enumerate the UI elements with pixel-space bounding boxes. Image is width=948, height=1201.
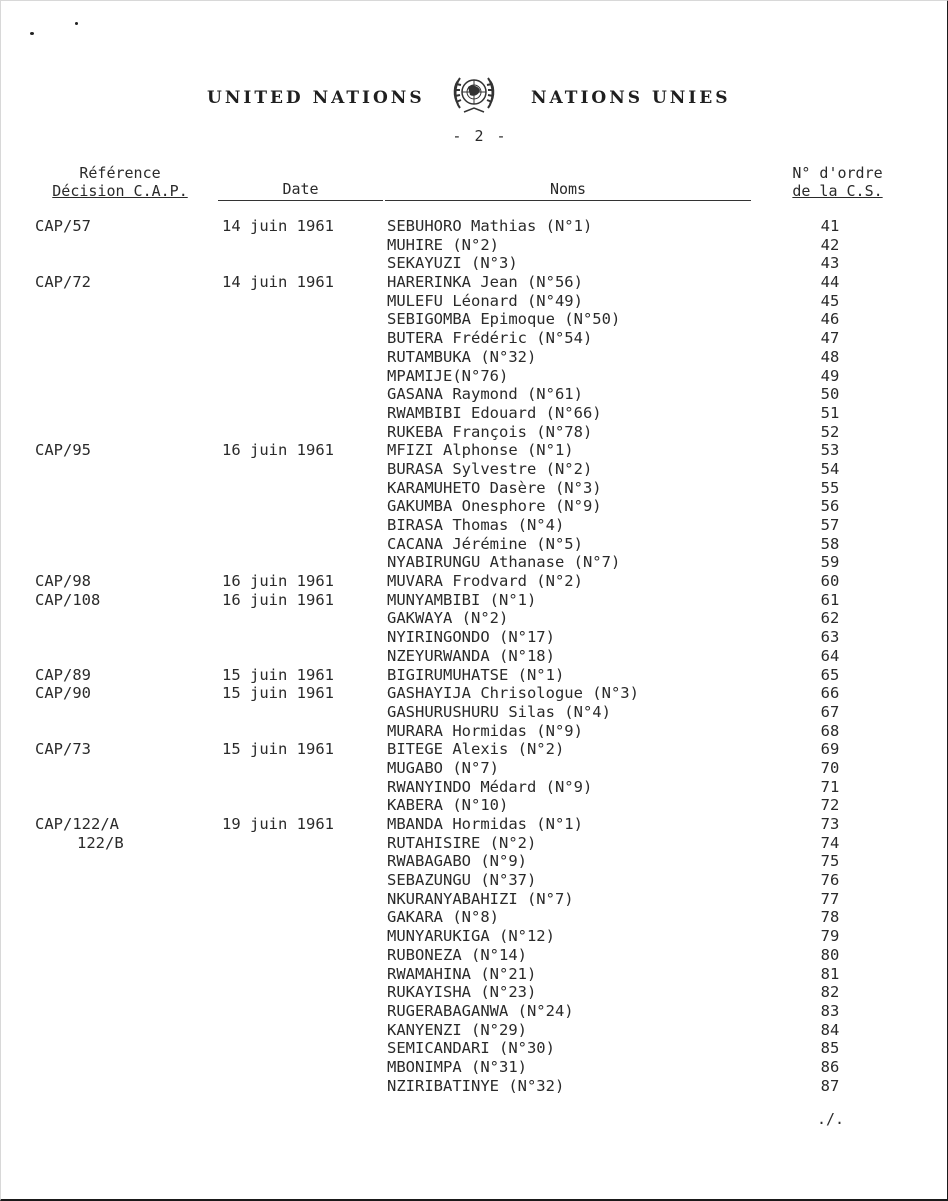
table-row [0, 348, 948, 367]
order-number-cell: 53 [820, 441, 840, 460]
date-cell: 15 juin 1961 [222, 665, 334, 684]
reference-cell: CAP/108 [35, 590, 101, 609]
table-row [0, 852, 948, 871]
table-row [0, 965, 948, 984]
header-reference [35, 164, 205, 200]
table-row [0, 516, 948, 535]
date-cell: 16 juin 1961 [222, 590, 334, 609]
name-cell: RUKEBA François (N°78) [387, 422, 593, 441]
table-row [0, 367, 948, 386]
header-reference-line2: Décision C.A.P. [52, 182, 188, 200]
un-emblem-icon [452, 70, 496, 118]
order-number-cell: 64 [820, 646, 840, 665]
table-row [0, 983, 948, 1002]
table-row [0, 441, 948, 460]
date-cell: 19 juin 1961 [222, 815, 334, 833]
name-cell: MUGABO (N°7) [387, 758, 499, 777]
table-row [0, 927, 948, 946]
table-row [0, 479, 948, 498]
name-cell: GASHURUSHURU Silas (N°4) [387, 702, 611, 721]
table-row [0, 497, 948, 516]
reference-cell: CAP/98 [35, 572, 91, 591]
order-number-cell: 55 [820, 478, 840, 497]
name-cell: NYIRINGONDO (N°17) [387, 628, 555, 647]
name-cell: BITEGE Alexis (N°2) [387, 740, 565, 759]
table-row [0, 460, 948, 479]
table-row [0, 834, 948, 853]
name-cell: RUTAMBUKA (N°32) [387, 347, 537, 366]
order-number-cell: 83 [820, 1001, 840, 1020]
table-row [0, 385, 948, 404]
name-cell: NYABIRUNGU Athanase (N°7) [387, 553, 621, 572]
name-cell: KABERA (N°10) [387, 796, 509, 815]
name-cell: RWAMBIBI Edouard (N°66) [387, 403, 602, 422]
name-cell: GASHAYIJA Chrisologue (N°3) [387, 684, 639, 703]
date-cell: 15 juin 1961 [222, 684, 334, 703]
name-cell: NZEYURWANDA (N°18) [387, 646, 555, 665]
name-cell: GAKARA (N°8) [387, 908, 499, 927]
name-cell: MBONIMPA (N°31) [387, 1057, 527, 1076]
name-cell: BIRASA Thomas (N°4) [387, 516, 565, 534]
order-number-cell: 85 [820, 1039, 840, 1058]
table-row [0, 1058, 948, 1077]
order-number-cell: 52 [820, 422, 840, 441]
table-row [0, 871, 948, 890]
name-cell: MBANDA Hormidas (N°1) [387, 815, 583, 833]
order-number-cell: 69 [820, 740, 840, 759]
name-cell: KANYENZI (N°29) [387, 1020, 527, 1039]
reference-cell: CAP/89 [35, 665, 91, 684]
table-row [0, 946, 948, 965]
name-cell: MULEFU Léonard (N°49) [387, 291, 583, 310]
name-cell: BIGIRUMUHATSE (N°1) [387, 665, 565, 684]
date-cell: 15 juin 1961 [222, 740, 334, 759]
table-row [0, 217, 948, 236]
name-cell: MUNYAMBIBI (N°1) [387, 590, 537, 609]
name-cell: MUNYARUKIGA (N°12) [387, 927, 555, 946]
name-cell: RUTAHISIRE (N°2) [387, 833, 537, 852]
table-row [0, 890, 948, 909]
order-number-cell: 63 [820, 628, 840, 647]
date-cell: 16 juin 1961 [222, 572, 334, 591]
name-cell: GAKWAYA (N°2) [387, 609, 509, 628]
entries-list [0, 217, 948, 1095]
table-row [0, 1077, 948, 1096]
order-number-cell: 50 [820, 385, 840, 404]
name-cell: HARERINKA Jean (N°56) [387, 273, 583, 292]
order-number-cell: 73 [820, 815, 840, 833]
order-number-cell: 87 [820, 1076, 840, 1095]
table-row [0, 703, 948, 722]
table-row [0, 684, 948, 703]
name-cell: RWANYINDO Médard (N°9) [387, 777, 593, 796]
table-row [0, 778, 948, 797]
name-cell: MFIZI Alphonse (N°1) [387, 441, 574, 460]
table-row [0, 1021, 948, 1040]
reference-cell: CAP/95 [35, 441, 91, 460]
name-cell: MUVARA Frodvard (N°2) [387, 572, 583, 591]
scan-speck [30, 32, 34, 35]
order-number-cell: 43 [820, 254, 840, 273]
order-number-cell: 61 [820, 590, 840, 609]
order-number-cell: 45 [820, 291, 840, 310]
header-date [218, 180, 383, 201]
name-cell: NKURANYABAHIZI (N°7) [387, 889, 574, 908]
header-ordre [775, 164, 900, 200]
reference-cell-continued: 122/B [77, 833, 124, 852]
order-number-cell: 67 [820, 702, 840, 721]
order-number-cell: 74 [820, 833, 840, 852]
name-cell: RWAMAHINA (N°21) [387, 964, 537, 983]
order-number-cell: 80 [820, 945, 840, 964]
table-row [0, 908, 948, 927]
order-number-cell: 70 [820, 758, 840, 777]
table-row [0, 609, 948, 628]
header-ordre-line1: N° d'ordre [792, 164, 883, 182]
order-number-cell: 68 [820, 721, 840, 740]
name-cell: BURASA Sylvestre (N°2) [387, 459, 593, 478]
name-cell: RUGERABAGANWA (N°24) [387, 1001, 574, 1020]
name-cell: NZIRIBATINYE (N°32) [387, 1076, 565, 1095]
name-cell: SEKAYUZI (N°3) [387, 254, 518, 273]
order-number-cell: 42 [820, 235, 840, 254]
table-row [0, 310, 948, 329]
table-row [0, 404, 948, 423]
reference-cell: CAP/122/A [35, 815, 119, 833]
name-cell: SEMICANDARI (N°30) [387, 1039, 555, 1058]
order-number-cell: 57 [820, 516, 840, 534]
table-row [0, 591, 948, 610]
table-row [0, 740, 948, 759]
order-number-cell: 75 [820, 852, 840, 871]
table-row [0, 1002, 948, 1021]
date-cell: 14 juin 1961 [222, 217, 334, 235]
order-number-cell: 62 [820, 609, 840, 628]
order-number-cell: 77 [820, 889, 840, 908]
order-number-cell: 51 [820, 403, 840, 422]
name-cell: SEBIGOMBA Epimoque (N°50) [387, 310, 621, 329]
name-cell: MPAMIJE(N°76) [387, 366, 509, 385]
date-cell: 14 juin 1961 [222, 273, 334, 292]
header-noms [385, 180, 751, 201]
order-number-cell: 60 [820, 572, 840, 591]
date-cell: 16 juin 1961 [222, 441, 334, 460]
table-row [0, 628, 948, 647]
order-number-cell: 44 [820, 273, 840, 292]
order-number-cell: 84 [820, 1020, 840, 1039]
table-row [0, 535, 948, 554]
order-number-cell: 79 [820, 927, 840, 946]
order-number-cell: 48 [820, 347, 840, 366]
name-cell: SEBUHORO Mathias (N°1) [387, 217, 593, 235]
table-row [0, 572, 948, 591]
reference-cell: CAP/73 [35, 740, 91, 759]
order-number-cell: 86 [820, 1057, 840, 1076]
table-row [0, 815, 948, 834]
order-number-cell: 47 [820, 329, 840, 348]
order-number-cell: 58 [820, 534, 840, 553]
continuation-mark: ./. [817, 1110, 845, 1128]
order-number-cell: 56 [820, 497, 840, 516]
order-number-cell: 82 [820, 983, 840, 1002]
table-row [0, 254, 948, 273]
table-row [0, 722, 948, 741]
table-row [0, 666, 948, 685]
order-number-cell: 59 [820, 553, 840, 572]
name-cell: GASANA Raymond (N°61) [387, 385, 583, 404]
table-row [0, 796, 948, 815]
reference-cell: CAP/72 [35, 273, 91, 292]
page-number: - 2 - [452, 127, 508, 145]
order-number-cell: 71 [820, 777, 840, 796]
scan-speck [75, 22, 78, 25]
order-number-cell: 41 [820, 217, 840, 235]
letterhead [0, 70, 948, 130]
table-row [0, 292, 948, 311]
name-cell: MUHIRE (N°2) [387, 235, 499, 254]
order-number-cell: 78 [820, 908, 840, 927]
order-number-cell: 66 [820, 684, 840, 703]
name-cell: BUTERA Frédéric (N°54) [387, 329, 593, 348]
name-cell: CACANA Jérémine (N°5) [387, 534, 583, 553]
table-row [0, 1039, 948, 1058]
header-date-rule [218, 199, 383, 201]
table-row [0, 236, 948, 255]
letterhead-nations-unies: NATIONS UNIES [531, 88, 731, 108]
order-number-cell: 76 [820, 871, 840, 890]
order-number-cell: 49 [820, 366, 840, 385]
table-row [0, 759, 948, 778]
reference-cell: CAP/57 [35, 217, 91, 235]
table-row [0, 273, 948, 292]
order-number-cell: 46 [820, 310, 840, 329]
name-cell: GAKUMBA Onesphore (N°9) [387, 497, 602, 516]
table-row [0, 329, 948, 348]
table-row [0, 553, 948, 572]
table-row [0, 647, 948, 666]
name-cell: KARAMUHETO Dasère (N°3) [387, 478, 602, 497]
letterhead-united-nations: UNITED NATIONS [207, 88, 425, 108]
name-cell: RWABAGABO (N°9) [387, 852, 527, 871]
name-cell: SEBAZUNGU (N°37) [387, 871, 537, 890]
header-date-label: Date [282, 180, 319, 198]
name-cell: MURARA Hormidas (N°9) [387, 721, 583, 740]
order-number-cell: 81 [820, 964, 840, 983]
order-number-cell: 65 [820, 665, 840, 684]
order-number-cell: 72 [820, 796, 840, 815]
name-cell: RUBONEZA (N°14) [387, 945, 527, 964]
header-reference-line1: Référence [79, 164, 161, 182]
order-number-cell: 54 [820, 459, 840, 478]
reference-cell: CAP/90 [35, 684, 91, 703]
name-cell: RUKAYISHA (N°23) [387, 983, 537, 1002]
header-ordre-line2: de la C.S. [792, 182, 883, 200]
header-noms-rule [385, 199, 751, 201]
table-row [0, 423, 948, 442]
header-noms-label: Noms [549, 180, 587, 198]
